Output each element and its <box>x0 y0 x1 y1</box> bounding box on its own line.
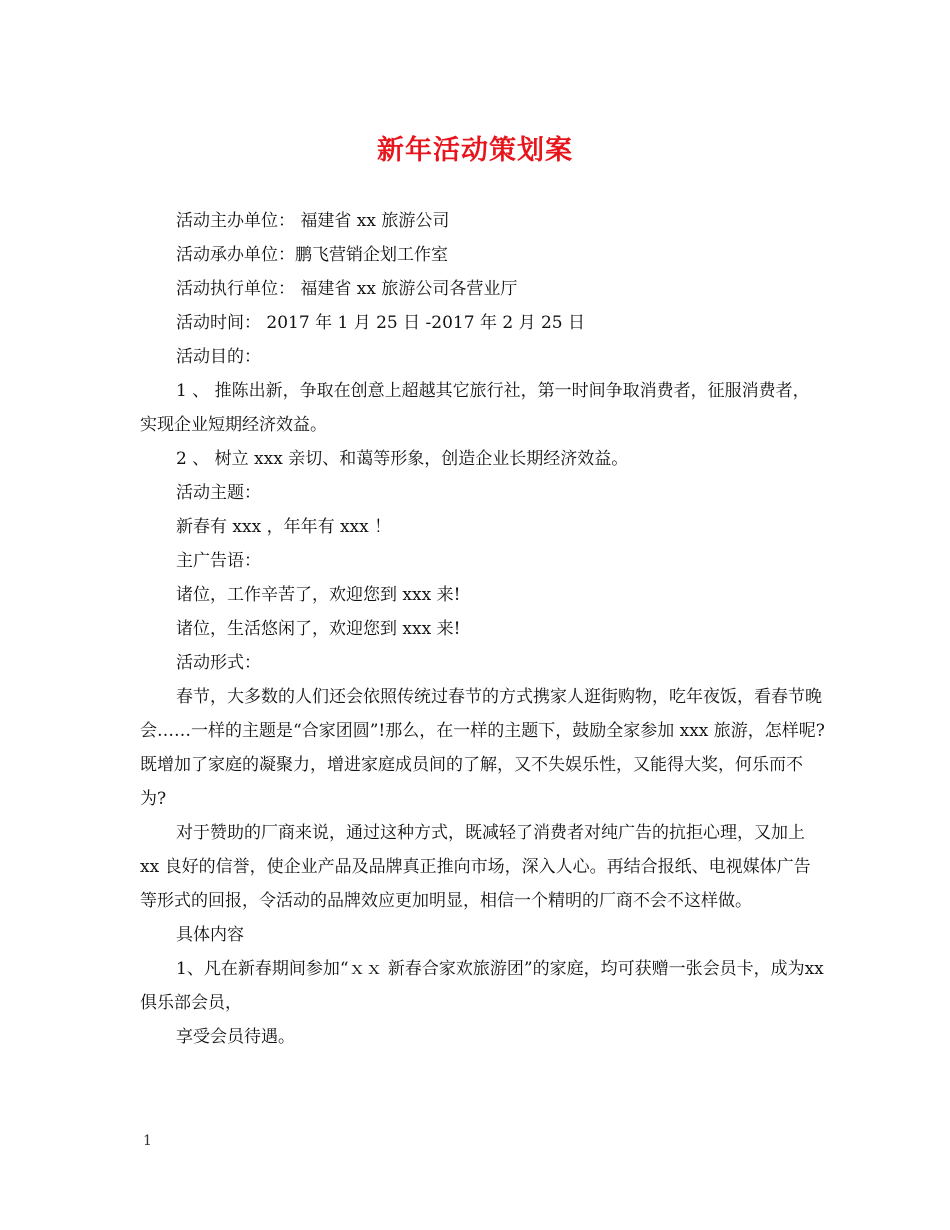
paragraph-details-1: 1、凡在新春期间参加“ｘｘ 新春合家欢旅游团”的家庭，均可获赠一张会员卡，成为xx俱乐部会员， <box>140 959 824 1013</box>
paragraph-organizer: 活动主办单位： 福建省 xx 旅游公司 <box>176 211 450 231</box>
document-title: 新年活动策划案 <box>377 135 573 166</box>
paragraph-undertaker: 活动承办单位：鹏飞营销企划工作室 <box>176 245 448 265</box>
paragraph-purpose-1: 1 、 推陈出新，争取在创意上超越其它旅行社，第一时间争取消费者，征服消费者，实现企业短期经济效益。 <box>140 381 810 435</box>
document-body <box>140 204 825 1054</box>
paragraph-slogan-2: 诸位，生活悠闲了，欢迎您到 xxx 来! <box>176 619 461 639</box>
paragraph-time: 活动时间： 2017 年 1 月 25 日 -2017 年 2 月 25 日 <box>176 313 586 333</box>
heading-purpose: 活动目的： <box>176 347 261 367</box>
paragraph-executor: 活动执行单位： 福建省 xx 旅游公司各营业厅 <box>176 279 518 299</box>
paragraph-purpose-2: 2 、 树立 xxx 亲切、和蔼等形象，创造企业长期经济效益。 <box>176 449 629 469</box>
paragraph-slogan-1: 诸位，工作辛苦了，欢迎您到 xxx 来! <box>176 585 461 605</box>
paragraph-format-2: 对于赞助的厂商来说，通过这种方式，既减轻了消费者对纯广告的抗拒心理，又加上 xx 良好的信誉，使企业产品及品牌真正推向市场，深入人心。再结合报纸、电视媒体广告等形式的回报，令活动的品牌效应更加明显，相信一个精明的厂商不会不这样做。 <box>140 823 811 911</box>
heading-details: 具体内容 <box>176 925 244 945</box>
page-number: 1 <box>143 1133 152 1149</box>
paragraph-details-2: 享受会员待遇。 <box>176 1027 295 1047</box>
heading-slogan: 主广告语： <box>176 551 261 571</box>
paragraph-theme: 新春有 xxx ，年年有 xxx ！ <box>176 517 392 537</box>
heading-format: 活动形式： <box>176 653 261 673</box>
heading-theme: 活动主题： <box>176 483 261 503</box>
paragraph-format-1: 春节，大多数的人们还会依照传统过春节的方式携家人逛街购物，吃年夜饭，看春节晚会……一样的主题是“合家团圆”!那么，在一样的主题下，鼓励全家参加 xxx 旅游，怎样呢?既增加了家庭的凝聚力，增进家庭成员间的了解，又不失娱乐性，又能得大奖，何乐而不为? <box>140 687 825 809</box>
